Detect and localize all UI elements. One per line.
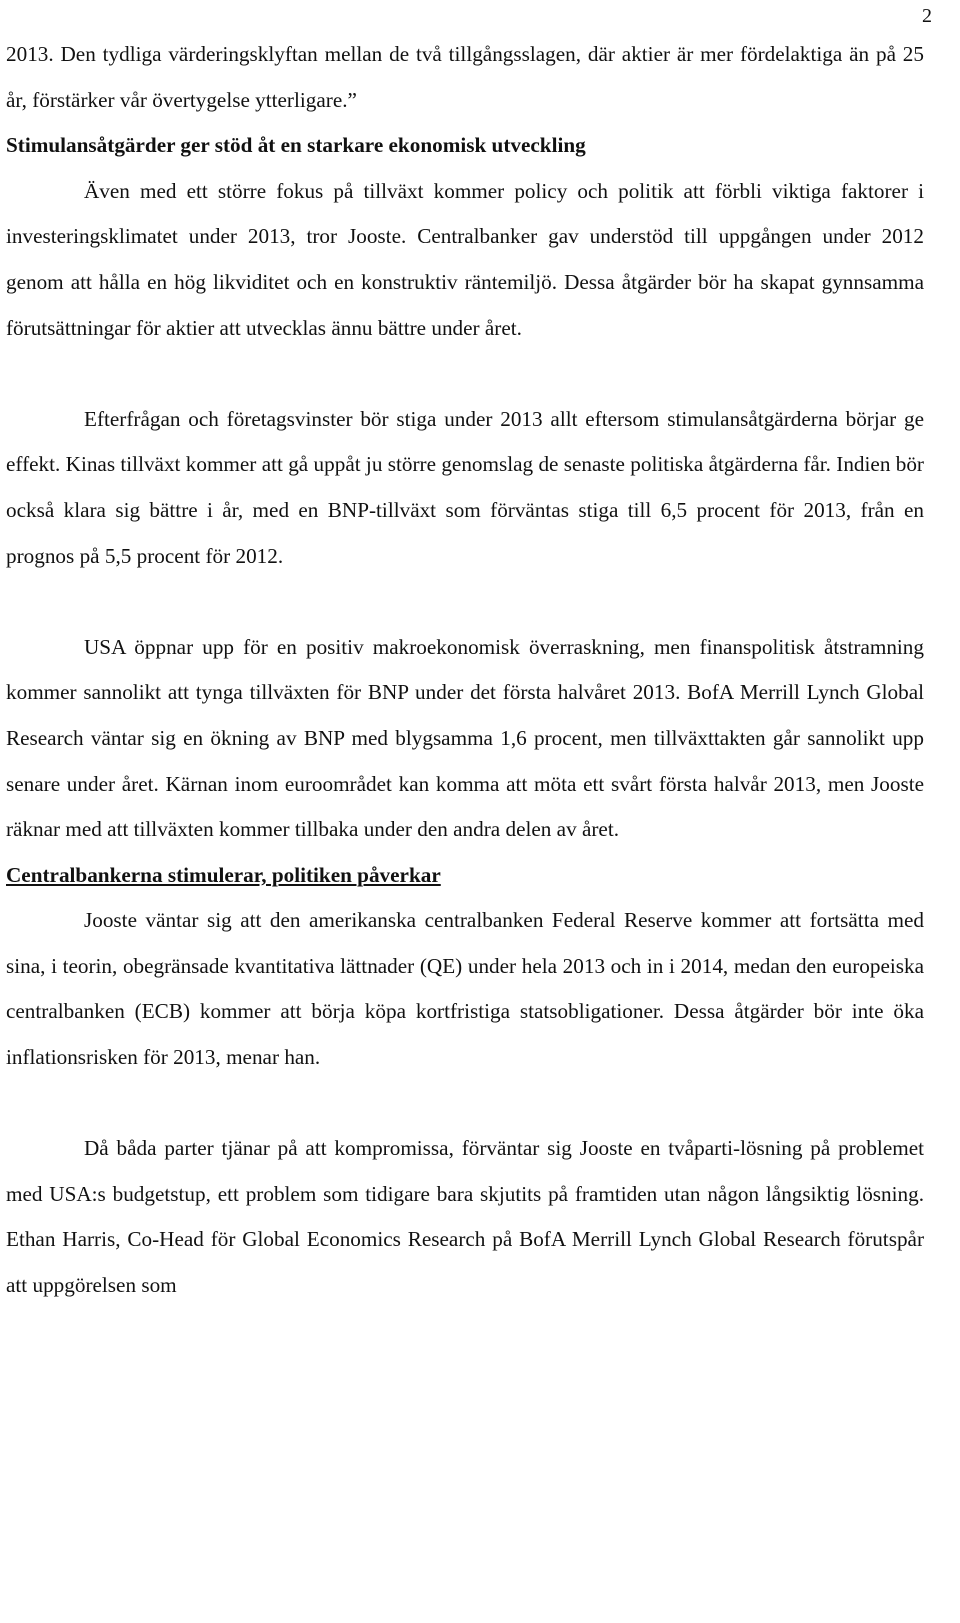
paragraph-fed-ecb: Jooste väntar sig att den amerikanska centralbanken Federal Reserve kommer att fortsätta med sina, i teorin, obegränsade kvantitativa lättnader (QE) under hela 2013 och in i 2014, medan den europeiska centralbanken (ECB) kommer att börja köpa kortfristiga statsobligationer. Dessa åtgärder bör inte öka inflationsrisken för 2013, menar han. — [6, 908, 924, 1070]
section-heading-central-banks: Centralbankerna stimulerar, politiken påverkar — [6, 862, 441, 887]
section-heading-stimulus: Stimulansåtgärder ger stöd åt en starkare ekonomisk utveckling — [6, 133, 586, 158]
page-number: 2 — [922, 5, 932, 27]
paragraph-demand: Efterfrågan och företagsvinster bör stiga under 2013 allt eftersom stimulansåtgärderna börjar ge effekt. Kinas tillväxt kommer att gå uppåt ju större genomslag de senaste politiska åtgärderna får. Indien bör också klara sig bättre i år, med en BNP-tillväxt som förväntas stiga till 6,5 procent för 2013, från en prognos på 5,5 procent för 2012. — [6, 406, 924, 568]
paragraph-policy: Även med ett större fokus på tillväxt kommer policy och politik att förbli viktiga faktorer i investeringsklimatet under 2013, tror Jooste. Centralbanker gav understöd till uppgången under 2012 genom att hålla en hög likviditet och en konstruktiv räntemiljö. Dessa åtgärder bör ha skapat gynnsamma förutsättningar för aktier att utvecklas ännu bättre under året. — [6, 178, 924, 340]
paragraph-usa: USA öppnar upp för en positiv makroekonomisk överraskning, men finanspolitisk åtstramning kommer sannolikt att tynga tillväxten för BNP under det första halvåret 2013. BofA Merrill Lynch Global Research väntar sig en ökning av BNP med blygsamma 1,6 procent, men tillväxttakten går sannolikt upp senare under året. Kärnan inom euroområdet kan komma att möta ett svårt första halvår 2013, men Jooste räknar med att tillväxten kommer tillbaka under den andra delen av året. — [6, 634, 924, 842]
document-body — [6, 32, 924, 1309]
intro-paragraph-tail: 2013. Den tydliga värderingsklyftan mellan de två tillgångsslagen, där aktier är mer fördelaktiga än på 25 år, förstärker vår övertygelse ytterligare.” — [6, 42, 924, 112]
paragraph-compromise: Då båda parter tjänar på att kompromissa, förväntar sig Jooste en tvåparti-lösning på problemet med USA:s budgetstup, ett problem som tidigare bara skjutits på framtiden utan någon långsiktig lösning. Ethan Harris, Co-Head för Global Economics Research på BofA Merrill Lynch Global Research förutspår att uppgörelsen som — [6, 1136, 924, 1298]
